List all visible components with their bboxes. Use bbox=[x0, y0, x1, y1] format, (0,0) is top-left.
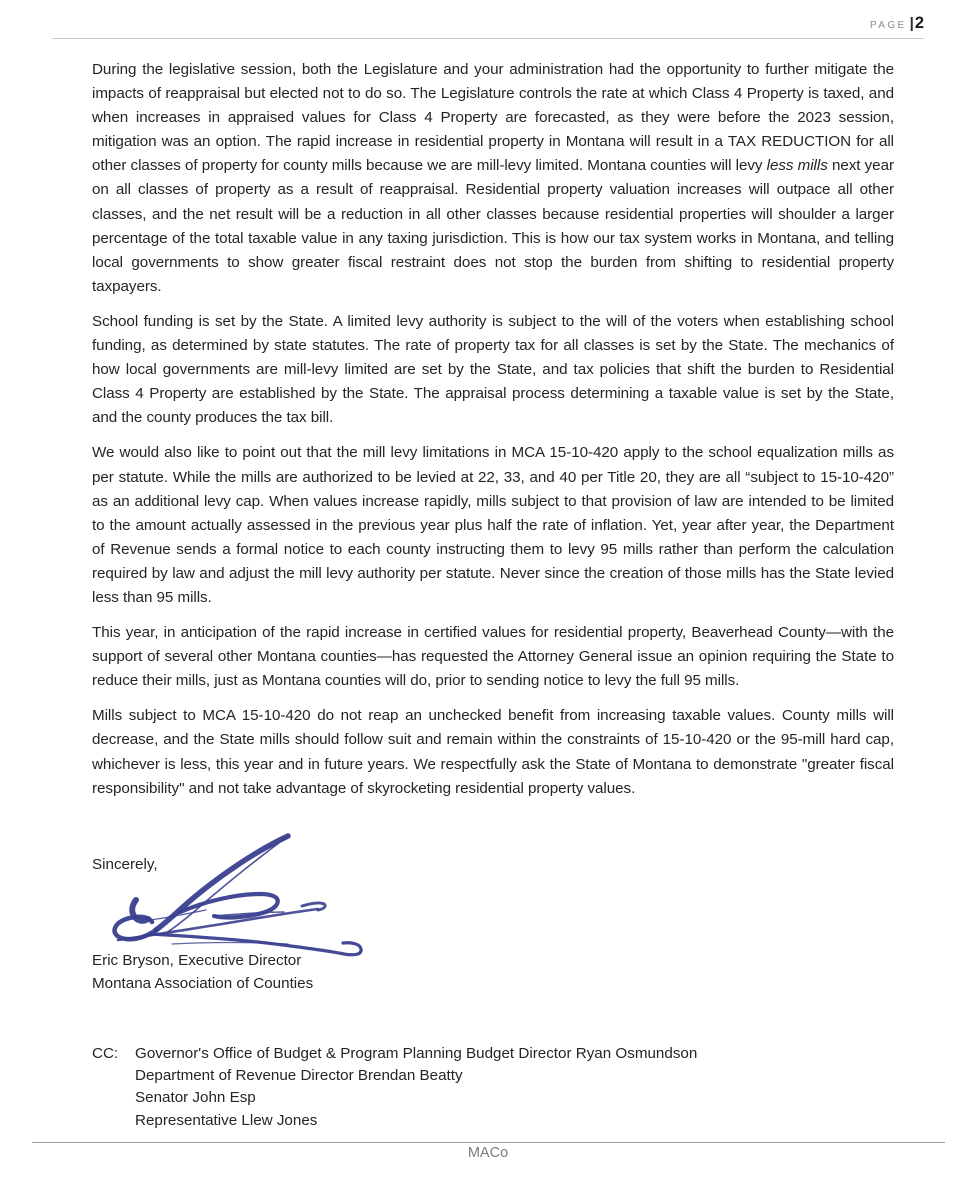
cc-recipient: Representative Llew Jones bbox=[135, 1111, 318, 1129]
paragraph-5: Mills subject to MCA 15-10-420 do not reap an unchecked benefit from increasing taxable values. County mills will decrease, and the State mills should follow suit and remain within the constraints of 15-10-420 or the 95-mill hard cap, whichever is less, this year and in future years. We respectfully ask the State of Montana to demonstrate "greater fiscal responsibility" and not take advantage of skyrocketing residential property values. bbox=[92, 707, 894, 797]
paragraph-4: This year, in anticipation of the rapid increase in certified values for residential property, Beaverhead County—with the support of several other Montana counties—has requested the Attorney General issue an opinion requiring the State to reduce their mills, just as Montana counties will do, prior to sending notice to levy the full 95 mills. bbox=[92, 624, 894, 690]
cc-recipient: Department of Revenue Director Brendan Beatty bbox=[135, 1067, 463, 1085]
cc-indent-spacer bbox=[92, 1087, 135, 1109]
signatory-name-title: Eric Bryson, Executive Director bbox=[92, 952, 302, 969]
header-rule-row bbox=[52, 14, 924, 39]
cc-row bbox=[92, 1087, 852, 1109]
cc-block bbox=[92, 1043, 852, 1132]
letter-body bbox=[92, 58, 894, 801]
paragraph-3: We would also like to point out that the mill levy limitations in MCA 15-10-420 apply to the school equalization mills as per statute. While the mills are authorized to be levied at 22, 33, and 40 per Title 20, they are all “subject to 15-10-420” as an additional levy cap. When values increase rapidly, mills subject to that provision of law are intended to be limited to the amount actually assessed in the previous year plus half the rate of inflation. Yet, year after year, the Department of Revenue sends a formal notice to each county instructing them to levy 95 mills rather than perform the calculation required by law and adjust the mill levy authority per statute. Never since the creation of those mills has the State levied less than 95 mills. bbox=[92, 444, 894, 606]
cc-label: CC: bbox=[92, 1045, 119, 1062]
cc-row bbox=[92, 1110, 852, 1132]
signature-block bbox=[92, 855, 512, 875]
cc-row bbox=[92, 1043, 852, 1065]
footer-divider bbox=[32, 1142, 945, 1143]
signatory-organization: Montana Association of Counties bbox=[92, 975, 314, 992]
footer-label: MACo bbox=[467, 1145, 509, 1161]
emphasis-text: less mills bbox=[766, 157, 828, 175]
header-separator: | bbox=[909, 15, 914, 32]
cc-row bbox=[92, 1065, 852, 1087]
cc-recipient: Governor's Office of Budget & Program Planning Budget Director Ryan Osmundson bbox=[135, 1045, 698, 1062]
page-header bbox=[52, 14, 924, 44]
cc-indent-spacer bbox=[92, 1065, 135, 1087]
paragraph-2: School funding is set by the State. A limited levy authority is subject to the will of the voters when establishing school funding, as determined by state statutes. The rate of property tax for all classes is set by the State. The mechanics of how local governments are mill-levy limited are set by the State, and tax policies that shift the burden to Residential Class 4 Property are established by the State. The appraisal process determining a taxable value is set by the State, and the county produces the tax bill. bbox=[92, 312, 894, 427]
header-page-label: page bbox=[869, 16, 907, 32]
signature-closing: Sincerely, bbox=[92, 856, 158, 873]
cc-recipient: Senator John Esp bbox=[135, 1089, 256, 1107]
paragraph-1: During the legislative session, both the Legislature and your administration had the opportunity to further mitigate the impacts of reappraisal but elected not to do so. The Legislature controls the rate at which Class 4 Property is taxed, and when increases in appraised values for Class 4 Property are forecasted, as they were before the 2023 session, mitigation was an option. The rapid increase in residential property in Montana will result in a TAX REDUCTION for all other classes of property for county mills because we are mill-levy limited. Montana counties will levy less mills next year on all classes of property as a result of reappraisal. Residential property valuation increases will outpace all other classes, and the net result will be a reduction in all other classes because residential properties will shoulder a larger percentage of the total taxable value in any taxing jurisdiction. This is how our tax system works in Montana, and telling local governments to show greater fiscal restraint does not stop the burden from shifting to residential property taxpayers. bbox=[92, 61, 894, 295]
cc-indent-spacer bbox=[92, 1110, 135, 1132]
header-page-number: 2 bbox=[914, 14, 924, 32]
